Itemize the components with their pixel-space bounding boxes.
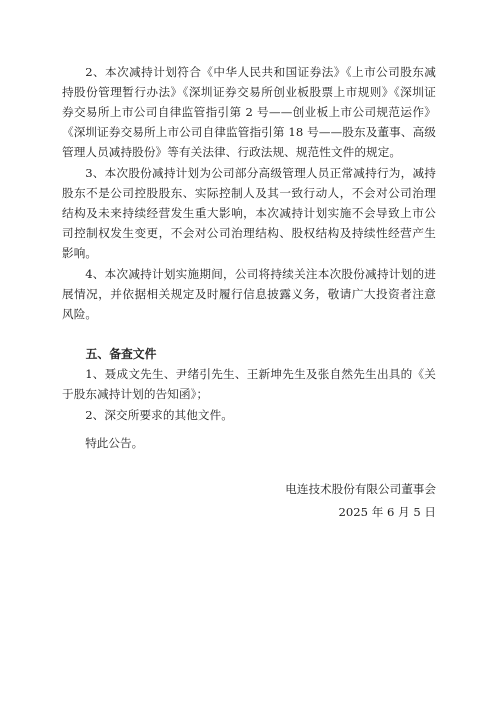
closing-notice: 特此公告。 bbox=[85, 436, 144, 450]
section-heading-reference-docs: 五、备查文件 bbox=[85, 347, 157, 361]
paragraph-3: 3、本次股份减持计划为公司部分高级管理人员正常减持行为，减持股东不是公司控股股东、实际控制人及其一致行动人，不会对公司治理结构及未来持续经营发生重大影响，本次减持计划实施不会导致上市公司控制权发生变更，不会对公司治理结构、股权结构及持续性经营产生影响。 bbox=[62, 166, 436, 260]
document-body bbox=[62, 62, 436, 522]
paragraph-2: 2、本次减持计划符合《中华人民共和国证券法》《上市公司股东减持股份管理暂行办法》《深圳证券交易所创业板股票上市规则》《深圳证券交易所上市公司自律监管指引第 2 号——创业板上市公司规范运作》《深圳证券交易所上市公司自律监管指引第 18 号——股东及董事、高级管理人员减持股份》等有关法律、行政法规、规范性文件的规定。 bbox=[62, 65, 436, 159]
reference-item-1: 1、聂成文先生、尹绪引先生、王新坤先生及张自然先生出具的《关于股东减持计划的告知函》； bbox=[62, 367, 436, 401]
paragraph-4: 4、本次减持计划实施期间，公司将持续关注本次股份减持计划的进展情况，并依据相关规定及时履行信息披露义务，敬请广大投资者注意风险。 bbox=[62, 267, 436, 321]
reference-item-2: 2、深交所要求的其他文件。 bbox=[85, 408, 233, 422]
signature-company: 电连技术股份有限公司董事会 bbox=[285, 482, 436, 496]
signature-date: 2025 年 6 月 5 日 bbox=[338, 505, 436, 519]
signature-block bbox=[62, 479, 436, 522]
